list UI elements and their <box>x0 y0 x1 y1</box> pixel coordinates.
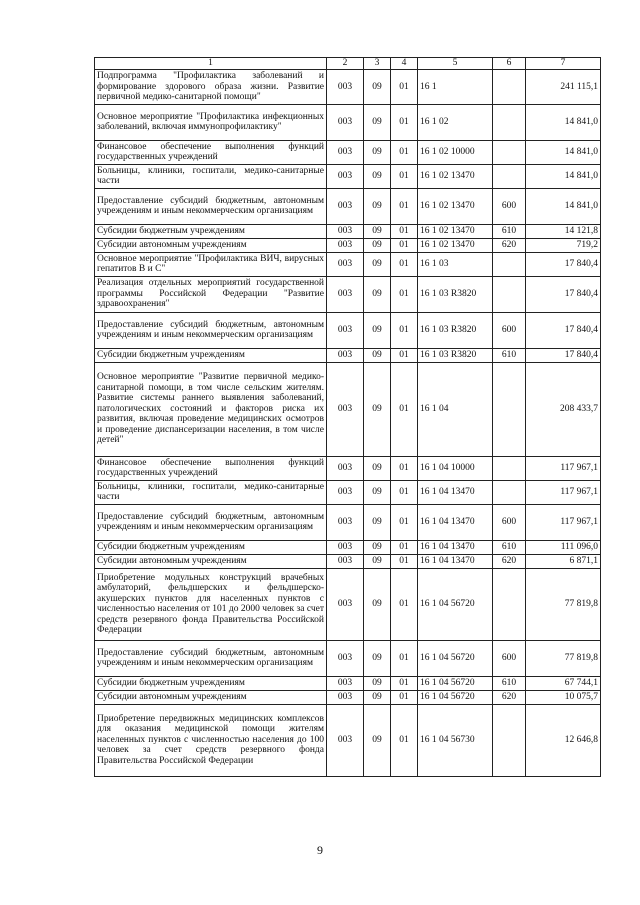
table-row <box>95 704 601 776</box>
target-article-cell: 16 1 04 13470 <box>418 540 493 554</box>
amount-cell: 117 967,1 <box>526 456 601 480</box>
target-article-cell: 16 1 04 13470 <box>418 504 493 540</box>
amount-cell: 6 871,1 <box>526 554 601 568</box>
expense-type-cell <box>493 70 526 105</box>
subsection-code-cell: 01 <box>391 540 418 554</box>
item-name-cell: Субсидии автономным учреждениям <box>95 238 327 252</box>
grbs-code-cell: 003 <box>327 640 364 676</box>
section-code-cell: 09 <box>364 276 391 312</box>
header-cell: 2 <box>327 58 364 70</box>
table-row <box>95 104 601 140</box>
target-article-cell: 16 1 04 13470 <box>418 554 493 568</box>
table-row <box>95 540 601 554</box>
section-code-cell: 09 <box>364 456 391 480</box>
amount-cell: 719,2 <box>526 238 601 252</box>
amount-cell: 10 075,7 <box>526 690 601 704</box>
section-code-cell: 09 <box>364 164 391 188</box>
section-code-cell: 09 <box>364 140 391 164</box>
target-article-cell: 16 1 02 13470 <box>418 188 493 224</box>
amount-cell: 67 744,1 <box>526 676 601 690</box>
amount-cell: 77 819,8 <box>526 640 601 676</box>
expense-type-cell: 600 <box>493 504 526 540</box>
expense-type-cell <box>493 480 526 504</box>
grbs-code-cell: 003 <box>327 690 364 704</box>
item-name-cell: Предоставление субсидий бюджетным, автономным учреждениям и иным некоммерческим организациям <box>95 640 327 676</box>
subsection-code-cell: 01 <box>391 188 418 224</box>
grbs-code-cell: 003 <box>327 704 364 776</box>
target-article-cell: 16 1 04 56720 <box>418 640 493 676</box>
amount-cell: 14 841,0 <box>526 140 601 164</box>
expense-type-cell <box>493 704 526 776</box>
item-name-cell: Приобретение модульных конструкций врачебных амбулаторий, фельдшерских и фельдшерско-акушерских пунктов для населенных пунктов с численностью населения от 101 до 2000 человек за счет средств резервного фонда Правительства Российской Федерации <box>95 568 327 640</box>
item-name-cell: Предоставление субсидий бюджетным, автономным учреждениям и иным некоммерческим организациям <box>95 188 327 224</box>
subsection-code-cell: 01 <box>391 690 418 704</box>
grbs-code-cell: 003 <box>327 554 364 568</box>
section-code-cell: 09 <box>364 348 391 362</box>
grbs-code-cell: 003 <box>327 224 364 238</box>
subsection-code-cell: 01 <box>391 480 418 504</box>
item-name-cell: Субсидии бюджетным учреждениям <box>95 348 327 362</box>
header-cell: 4 <box>391 58 418 70</box>
subsection-code-cell: 01 <box>391 348 418 362</box>
subsection-code-cell: 01 <box>391 312 418 348</box>
subsection-code-cell: 01 <box>391 252 418 276</box>
amount-cell: 17 840,4 <box>526 276 601 312</box>
target-article-cell: 16 1 03 R3820 <box>418 348 493 362</box>
target-article-cell: 16 1 04 56720 <box>418 568 493 640</box>
expense-type-cell: 610 <box>493 676 526 690</box>
section-code-cell: 09 <box>364 504 391 540</box>
item-name-cell: Финансовое обеспечение выполнения функций государственных учреждений <box>95 456 327 480</box>
grbs-code-cell: 003 <box>327 362 364 456</box>
target-article-cell: 16 1 03 R3820 <box>418 312 493 348</box>
item-name-cell: Основное мероприятие "Профилактика ВИЧ, вирусных гепатитов В и С" <box>95 252 327 276</box>
grbs-code-cell: 003 <box>327 70 364 105</box>
item-name-cell: Финансовое обеспечение выполнения функций государственных учреждений <box>95 140 327 164</box>
header-cell: 5 <box>418 58 493 70</box>
amount-cell: 12 646,8 <box>526 704 601 776</box>
section-code-cell: 09 <box>364 188 391 224</box>
target-article-cell: 16 1 04 <box>418 362 493 456</box>
grbs-code-cell: 003 <box>327 104 364 140</box>
table-row <box>95 276 601 312</box>
item-name-cell: Субсидии бюджетным учреждениям <box>95 676 327 690</box>
subsection-code-cell: 01 <box>391 70 418 105</box>
target-article-cell: 16 1 04 56720 <box>418 676 493 690</box>
target-article-cell: 16 1 04 56720 <box>418 690 493 704</box>
item-name-cell: Предоставление субсидий бюджетным, автономным учреждениям и иным некоммерческим организациям <box>95 504 327 540</box>
table-row <box>95 362 601 456</box>
amount-cell: 14 841,0 <box>526 104 601 140</box>
expense-type-cell: 610 <box>493 224 526 238</box>
table-row <box>95 690 601 704</box>
section-code-cell: 09 <box>364 554 391 568</box>
expense-type-cell: 600 <box>493 312 526 348</box>
grbs-code-cell: 003 <box>327 140 364 164</box>
expense-type-cell: 600 <box>493 188 526 224</box>
table-row <box>95 568 601 640</box>
section-code-cell: 09 <box>364 224 391 238</box>
amount-cell: 77 819,8 <box>526 568 601 640</box>
grbs-code-cell: 003 <box>327 540 364 554</box>
subsection-code-cell: 01 <box>391 676 418 690</box>
table-row <box>95 224 601 238</box>
target-article-cell: 16 1 <box>418 70 493 105</box>
item-name-cell: Основное мероприятие "Профилактика инфекционных заболеваний, включая иммунопрофилактику" <box>95 104 327 140</box>
item-name-cell: Субсидии автономным учреждениям <box>95 554 327 568</box>
table-row <box>95 140 601 164</box>
expense-type-cell: 610 <box>493 348 526 362</box>
amount-cell: 241 115,1 <box>526 70 601 105</box>
expense-type-cell: 620 <box>493 238 526 252</box>
table-row <box>95 640 601 676</box>
item-name-cell: Приобретение передвижных медицинских комплексов для оказания медицинской помощи жителям населенных пунктов с численностью населения до 100 человек за счет средств резервного фонда Правительства Российской Федерации <box>95 704 327 776</box>
table-row <box>95 554 601 568</box>
amount-cell: 14 841,0 <box>526 164 601 188</box>
target-article-cell: 16 1 04 10000 <box>418 456 493 480</box>
table-row <box>95 188 601 224</box>
amount-cell: 117 967,1 <box>526 504 601 540</box>
grbs-code-cell: 003 <box>327 348 364 362</box>
expense-type-cell: 620 <box>493 690 526 704</box>
target-article-cell: 16 1 02 10000 <box>418 140 493 164</box>
expense-type-cell <box>493 456 526 480</box>
grbs-code-cell: 003 <box>327 676 364 690</box>
subsection-code-cell: 01 <box>391 504 418 540</box>
section-code-cell: 09 <box>364 480 391 504</box>
table-row <box>95 70 601 105</box>
expense-type-cell <box>493 164 526 188</box>
grbs-code-cell: 003 <box>327 238 364 252</box>
amount-cell: 111 096,0 <box>526 540 601 554</box>
section-code-cell: 09 <box>364 312 391 348</box>
table-row <box>95 504 601 540</box>
amount-cell: 17 840,4 <box>526 312 601 348</box>
target-article-cell: 16 1 02 <box>418 104 493 140</box>
table-row <box>95 480 601 504</box>
grbs-code-cell: 003 <box>327 568 364 640</box>
amount-cell: 208 433,7 <box>526 362 601 456</box>
grbs-code-cell: 003 <box>327 312 364 348</box>
subsection-code-cell: 01 <box>391 704 418 776</box>
item-name-cell: Реализация отдельных мероприятий государственной программы Российской Федерации "Развитие здравоохранения" <box>95 276 327 312</box>
target-article-cell: 16 1 03 <box>418 252 493 276</box>
expense-type-cell <box>493 362 526 456</box>
table-row <box>95 252 601 276</box>
table-row <box>95 456 601 480</box>
grbs-code-cell: 003 <box>327 252 364 276</box>
subsection-code-cell: 01 <box>391 568 418 640</box>
target-article-cell: 16 1 02 13470 <box>418 238 493 252</box>
subsection-code-cell: 01 <box>391 456 418 480</box>
header-row <box>95 58 601 70</box>
header-cell: 7 <box>526 58 601 70</box>
expense-type-cell <box>493 252 526 276</box>
grbs-code-cell: 003 <box>327 456 364 480</box>
expense-type-cell: 620 <box>493 554 526 568</box>
table-row <box>95 164 601 188</box>
page-number: 9 <box>317 843 323 857</box>
budget-table <box>94 57 601 777</box>
table-row <box>95 238 601 252</box>
section-code-cell: 09 <box>364 540 391 554</box>
section-code-cell: 09 <box>364 70 391 105</box>
section-code-cell: 09 <box>364 252 391 276</box>
grbs-code-cell: 003 <box>327 276 364 312</box>
table-row <box>95 348 601 362</box>
target-article-cell: 16 1 03 R3820 <box>418 276 493 312</box>
table-row <box>95 676 601 690</box>
subsection-code-cell: 01 <box>391 164 418 188</box>
grbs-code-cell: 003 <box>327 480 364 504</box>
amount-cell: 14 121,8 <box>526 224 601 238</box>
amount-cell: 117 967,1 <box>526 480 601 504</box>
subsection-code-cell: 01 <box>391 362 418 456</box>
section-code-cell: 09 <box>364 362 391 456</box>
subsection-code-cell: 01 <box>391 554 418 568</box>
grbs-code-cell: 003 <box>327 188 364 224</box>
section-code-cell: 09 <box>364 640 391 676</box>
expense-type-cell: 610 <box>493 540 526 554</box>
amount-cell: 17 840,4 <box>526 348 601 362</box>
section-code-cell: 09 <box>364 568 391 640</box>
expense-type-cell: 600 <box>493 640 526 676</box>
subsection-code-cell: 01 <box>391 276 418 312</box>
grbs-code-cell: 003 <box>327 164 364 188</box>
target-article-cell: 16 1 02 13470 <box>418 224 493 238</box>
expense-type-cell <box>493 140 526 164</box>
header-cell: 3 <box>364 58 391 70</box>
header-cell: 1 <box>95 58 327 70</box>
expense-type-cell <box>493 568 526 640</box>
target-article-cell: 16 1 04 56730 <box>418 704 493 776</box>
section-code-cell: 09 <box>364 104 391 140</box>
item-name-cell: Субсидии бюджетным учреждениям <box>95 540 327 554</box>
subsection-code-cell: 01 <box>391 224 418 238</box>
item-name-cell: Подпрограмма "Профилактика заболеваний и формирование здорового образа жизни. Развитие первичной медико-санитарной помощи" <box>95 70 327 105</box>
section-code-cell: 09 <box>364 676 391 690</box>
section-code-cell: 09 <box>364 238 391 252</box>
amount-cell: 17 840,4 <box>526 252 601 276</box>
section-code-cell: 09 <box>364 690 391 704</box>
item-name-cell: Субсидии бюджетным учреждениям <box>95 224 327 238</box>
grbs-code-cell: 003 <box>327 504 364 540</box>
item-name-cell: Больницы, клиники, госпитали, медико-санитарные части <box>95 480 327 504</box>
expense-type-cell <box>493 104 526 140</box>
table-body <box>95 70 601 777</box>
item-name-cell: Основное мероприятие "Развитие первичной медико-санитарной помощи, в том числе сельским жителям. Развитие системы раннего выявления заболеваний, патологических состояний и факторов риска их развития, включая проведение медицинских осмотров и проведение диспансеризации населения, в том числе детей" <box>95 362 327 456</box>
target-article-cell: 16 1 02 13470 <box>418 164 493 188</box>
table-row <box>95 312 601 348</box>
section-code-cell: 09 <box>364 704 391 776</box>
subsection-code-cell: 01 <box>391 640 418 676</box>
subsection-code-cell: 01 <box>391 140 418 164</box>
item-name-cell: Предоставление субсидий бюджетным, автономным учреждениям и иным некоммерческим организациям <box>95 312 327 348</box>
amount-cell: 14 841,0 <box>526 188 601 224</box>
subsection-code-cell: 01 <box>391 104 418 140</box>
item-name-cell: Субсидии автономным учреждениям <box>95 690 327 704</box>
expense-type-cell <box>493 276 526 312</box>
target-article-cell: 16 1 04 13470 <box>418 480 493 504</box>
subsection-code-cell: 01 <box>391 238 418 252</box>
item-name-cell: Больницы, клиники, госпитали, медико-санитарные части <box>95 164 327 188</box>
header-cell: 6 <box>493 58 526 70</box>
